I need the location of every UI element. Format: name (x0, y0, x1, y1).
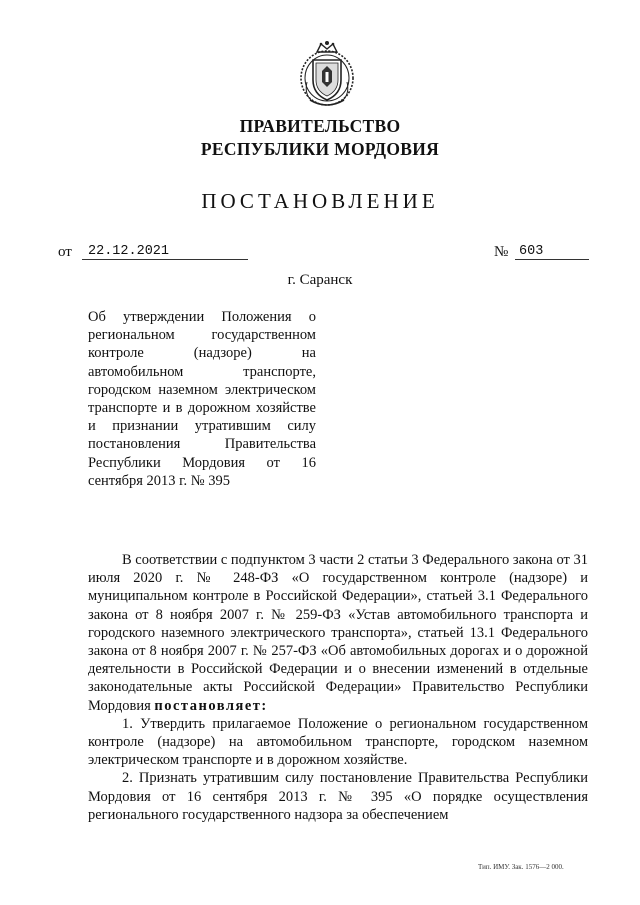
city: г. Саранск (287, 272, 353, 288)
document-subject: Об утверждении Положения о региональном государственном контроле (надзоре) на автомобильном транспорте, городском наземном электрическом транспорте и в дорожном хозяйстве и признании утратившим силу постановления Правительства Республики Мордовия от 16 сентября 2013 г. № 395 (88, 309, 316, 489)
document-type: ПОСТАНОВЛЕНИЕ (201, 189, 439, 213)
document-number: 603 (515, 244, 589, 260)
body-paragraph-1 (88, 551, 588, 715)
date-prefix: от (58, 244, 72, 260)
body-paragraph-3: 2. Признать утратившим силу постановление Правительства Республики Мордовия от 16 сентября 2013 г. № 395 «О порядке осуществления регионального государственного надзора за обеспечением (88, 770, 588, 823)
coat-of-arms-icon (298, 38, 356, 110)
resolves-keyword: постановляет: (154, 697, 268, 714)
government-title-line2: РЕСПУБЛИКИ МОРДОВИЯ (200, 139, 440, 159)
body-paragraph-2: 1. Утвердить прилагаемое Положение о региональном государственном контроле (надзоре) на автомобильном транспорте, городском наземном электрическом транспорте и в дорожном хозяйстве. (88, 715, 588, 769)
body-paragraph-1-text: В соответствии с подпунктом 3 части 2 статьи 3 Федерального закона от 31 июля 2020 г. № 248-ФЗ «О государственном контроле (надзоре) и муниципальном контроле в Российской Федерации», статьей 3.1 Федерального закона от 8 ноября 2007 г. № 259-ФЗ «Устав автомобильного транспорта и городского наземного электрического транспорта», статьей 13.1 Федерального закона от 8 ноября 2007 г. № 257-ФЗ «Об автомобильных дорогах и о дорожной деятельности в Российской Федерации и о внесении изменений в отдельные законодательные акты Российской Федерации» Правительство Республики Мордовия (88, 552, 588, 714)
document-body (88, 551, 588, 824)
government-title-line1: ПРАВИТЕЛЬСТВО (239, 116, 401, 136)
print-footer: Тип. ИМУ. Зак. 1576—2 000. (478, 863, 564, 871)
document-date: 22.12.2021 (82, 244, 248, 260)
number-prefix: № (494, 244, 509, 260)
